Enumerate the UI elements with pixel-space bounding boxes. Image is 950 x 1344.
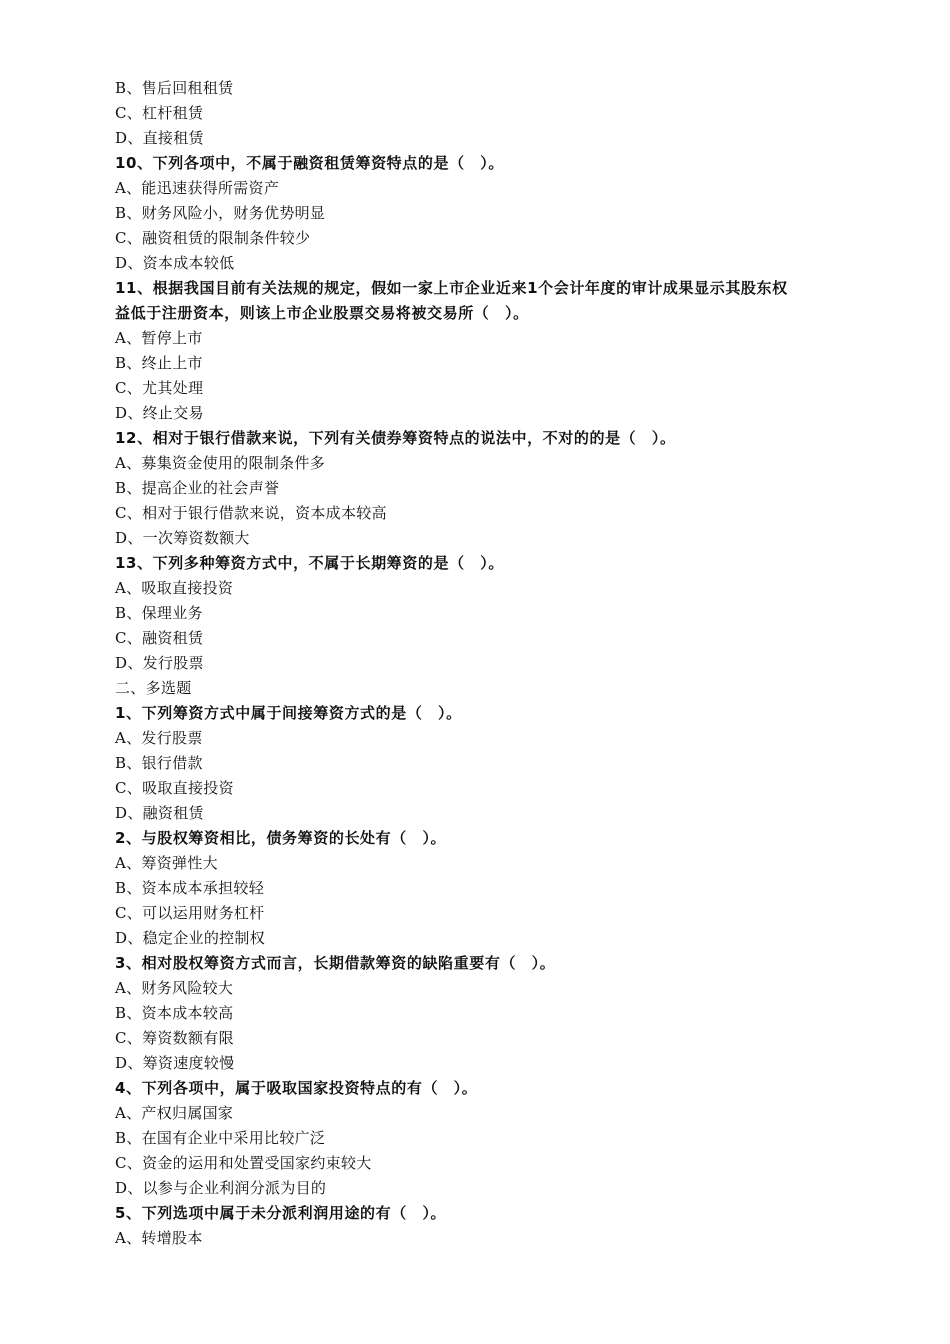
answer-option: A、能迅速获得所需资产 [115,179,280,197]
answer-option: A、吸取直接投资 [115,579,234,597]
question-text: 12、相对于银行借款来说，下列有关债券筹资特点的说法中，不对的的是（ ）。 [115,429,676,447]
answer-option: C、杠杆租赁 [115,104,204,122]
answer-option: B、在国有企业中采用比较广泛 [115,1129,326,1147]
answer-option: A、筹资弹性大 [115,854,218,872]
answer-option: C、相对于银行借款来说，资本成本较高 [115,504,387,522]
answer-option: C、可以运用财务杠杆 [115,904,265,922]
answer-option: C、资金的运用和处置受国家约束较大 [115,1154,372,1172]
answer-option: B、财务风险小，财务优势明显 [115,204,326,222]
exam-questions [115,76,850,1251]
section-heading: 二、多选题 [115,679,192,697]
answer-option: A、募集资金使用的限制条件多 [115,454,326,472]
question-text: 10、下列各项中，不属于融资租赁筹资特点的是（ ）。 [115,154,504,172]
answer-option: C、融资租赁 [115,629,204,647]
answer-option: D、发行股票 [115,654,204,672]
answer-option: B、保理业务 [115,604,203,622]
answer-option: A、转增股本 [115,1229,203,1247]
answer-option: C、吸取直接投资 [115,779,234,797]
answer-option: B、银行借款 [115,754,203,772]
answer-option: C、筹资数额有限 [115,1029,234,1047]
question-text: 13、下列多种筹资方式中，不属于长期筹资的是（ ）。 [115,554,504,572]
answer-option: B、终止上市 [115,354,203,372]
question-text: 5、下列选项中属于未分派利润用途的有（ ）。 [115,1204,447,1222]
answer-option: D、以参与企业利润分派为目的 [115,1179,327,1197]
answer-option: D、融资租赁 [115,804,204,822]
answer-option: D、一次筹资数额大 [115,529,250,547]
answer-option: B、提高企业的社会声誉 [115,479,280,497]
answer-option: A、产权归属国家 [115,1104,234,1122]
answer-option: A、暂停上市 [115,329,203,347]
answer-option: D、筹资速度较慢 [115,1054,235,1072]
answer-option: D、直接租赁 [115,129,204,147]
question-text: 3、相对股权筹资方式而言，长期借款筹资的缺陷重要有（ ）。 [115,954,556,972]
answer-option: D、稳定企业的控制权 [115,929,266,947]
question-text: 益低于注册资本，则该上市企业股票交易将被交易所（ ）。 [115,304,529,322]
answer-option: B、资本成本较高 [115,1004,234,1022]
answer-option: B、资本成本承担较轻 [115,879,265,897]
answer-option: C、尤其处理 [115,379,204,397]
question-text: 4、下列各项中，属于吸取国家投资特点的有（ ）。 [115,1079,478,1097]
question-text: 1、下列筹资方式中属于间接筹资方式的是（ ）。 [115,704,462,722]
answer-option: A、财务风险较大 [115,979,234,997]
question-text: 2、与股权筹资相比，债务筹资的长处有（ ）。 [115,829,447,847]
answer-option: D、资本成本较低 [115,254,235,272]
answer-option: D、终止交易 [115,404,204,422]
answer-option: B、售后回租租赁 [115,79,234,97]
answer-option: A、发行股票 [115,729,203,747]
answer-option: C、融资租赁的限制条件较少 [115,229,311,247]
question-text: 11、根据我国目前有关法规的规定，假如一家上市企业近来1个会计年度的审计成果显示其股东权 [115,279,788,297]
